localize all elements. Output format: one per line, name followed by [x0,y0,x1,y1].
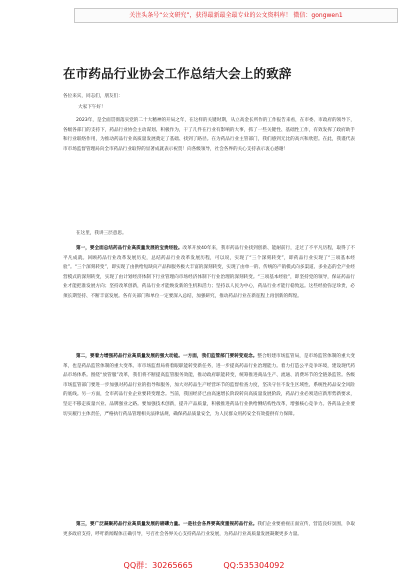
salutation: 各位来宾，同志们，朋友们： [63,94,123,99]
qq-contact-label: QQ:535304092 [223,561,285,570]
paragraph-outline [63,229,355,239]
paragraph-text: 改革开放40年来，我市药品行业找到创新、能耐前行，走过了不平凡历程，取得了不平凡成就。回顾药品行业改革发展历史，总结药品行业改革发展历程，可以说，实现了“三个深刻转变”，即药品行业实现了“三项基本经验”。“三个深刻转变”，即实现了由供给短缺向产品和服务极大丰富的深刻转变，实现了由单一的、传统的产销模式向多渠道、多业态的全产业经营模式的深刻转变，实现了由计划经济体制下行业管理向市场经济体制下行业治理的深刻转变。“三项基本经验”，即坚持党的领导，保证药品行业才能把准发展方向；坚持改革创新，药品行业才能焕发新的生机和活力；坚持以人民为中心，药品行业才能行稳致远。这些经验弥足珍贵，必须长期坚持、不断丰富发展。各有关部门和单位一定要深入总结，加强研究，推动药品行业在新征程上再创新的辉煌。 [63,246,355,299]
paragraph-text: 在这里，我讲三层意思。 [76,231,127,236]
paragraph-lead: 第一，要全面总结药品行业高质量发展的宝贵经验。 [76,246,183,251]
promo-banner[interactable]: 关注头条号“公文研究”，获得最新最全最专业的公文资料库！ 微信：gongwen1 [74,8,398,23]
paragraph-first-point [63,244,355,302]
paragraph-intro [63,116,355,154]
contact-footer [0,559,408,573]
paragraph-third-point [63,520,355,539]
paragraph-lead: 第二，要着力增强药品行业高质量发展的强大动能。一方面，我们监管部门要转变观念。 [76,354,258,359]
paragraph-lead: 第三，要广泛凝聚药品行业高质量发展的磅礴力量。一是社会各界要高度重视药品行业。 [76,522,258,527]
qq-group-label: QQ群：30265665 [123,561,193,570]
paragraph-text: 2023年，是全面贯彻落实党的二十大精神的开局之年，在这样的关键时期，从立高金长所作的工作报告来看，在市委、市政府的领导下，各级各部门的支持下，药品行业协会主动谋划、积极作为，干了几件在行业有影响的大事，抓了一些关键性、基础性工作，有效发挥了政府助手和行业联络作用，为推动药品行业高质量发展奠定了基础、找到了路径。在为药品行业主管部门，我们感到无比的高兴和欣慰。在此，我谨代表市市场监督管理局向全市药品行业取得的显著成就表示祝贺！向各级领导，社会各界的关心支持表示衷心感谢！ [63,118,355,152]
greeting: 大家下午好！ [78,105,106,110]
paragraph-text: 整合组建市场监管局，是市场监管体制的重大变革，也是药品监管体制的重大变革。市市场监督局将着眼职能转变新任务，进一步提高药品行业治理能力。着力打造公平竞争环境，建设现代药品市场体系。围绕“放管服”改革，我们将不断提高监管服务效能，推动政府职能转变，统筹推进商品生产、流通、消费环节的全链条监管。各级市场监管部门要进一步加强对药品行业的指导和服务，加大对药品生产经营环节的监督检查力度，坚决守住不发生区域性、系统性药品安全风险的底线。另一方面，全市药品行业企业要转变理念。当前，我国经济已由高速增长阶段转向高质量发展阶段，药品行业必须适应新形势新要求，坚定不移走质量兴业、品牌强业之路。要加强技术创新，提升产品质量，积极推进药品行业供给侧结构性改革，增强核心竞争力。各药品企业要切实履行主体责任，严格执行药品管理相关法律法规，确保药品质量安全，为人民群众用药安全有效提供有力保障。 [63,354,355,417]
document-title: 在市药品行业协会工作总结大会上的致辞 [63,66,292,81]
paragraph-text: 我们企业要重视正面宣传，营造良好氛围，争取更多政府支持，呼吁新闻媒体正确引导，号召社会各界关心支持药品行业发展，为药品行业高质量发展凝聚更多力量。 [63,522,355,537]
paragraph-second-point [63,352,355,419]
